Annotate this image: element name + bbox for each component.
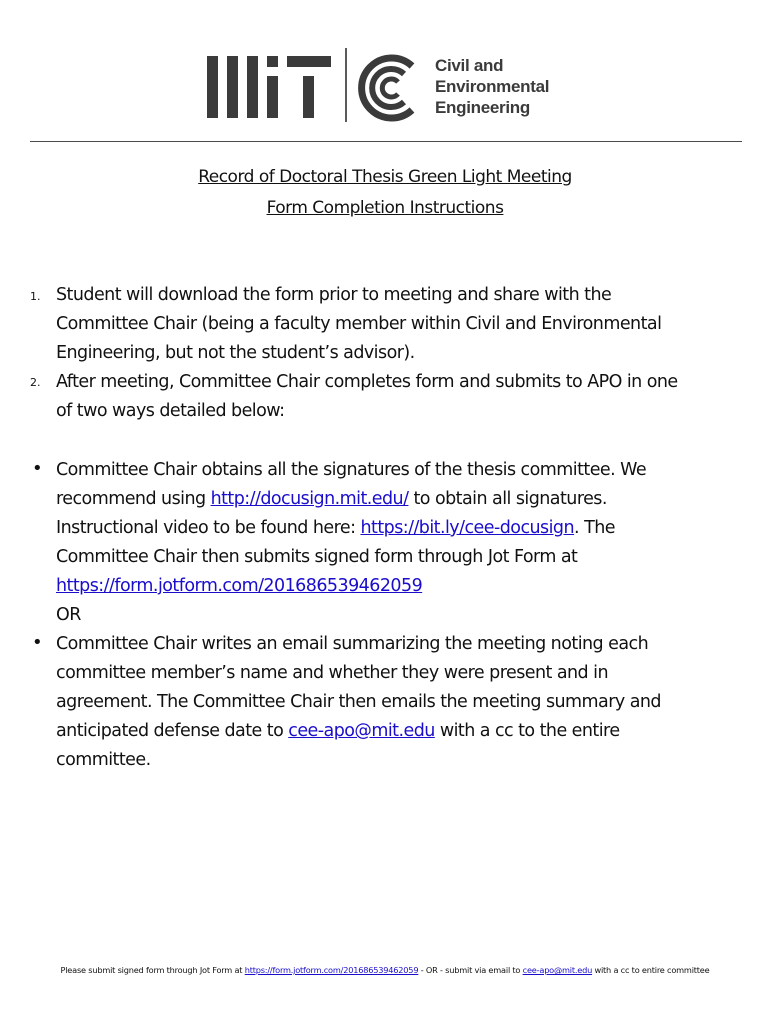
footer-text-3: with a cc to entire committee — [592, 965, 710, 975]
bullet-marker-1: • — [32, 458, 43, 479]
docusign-link[interactable]: http://docusign.mit.edu/ — [210, 489, 409, 509]
list-number-2: 2. — [30, 376, 41, 389]
numbered-item-2 — [56, 368, 746, 426]
bullet-1-line-2 — [56, 485, 746, 514]
bullet-item-2 — [56, 630, 746, 775]
bullet-2-line-1: Committee Chair writes an email summarizing the meeting noting each — [56, 634, 649, 654]
bullet-2-line-5: committee. — [56, 750, 151, 770]
jotform-link[interactable]: https://form.jotform.com/201686539462059 — [56, 576, 423, 596]
item-1-line-1: Student will download the form prior to meeting and share with the — [56, 285, 612, 305]
video-link[interactable]: https://bit.ly/cee-docusign — [360, 518, 575, 538]
bullet-marker-2: • — [32, 632, 43, 653]
department-line-3: Engineering — [435, 98, 530, 117]
list-number-1: 1. — [30, 290, 41, 303]
mit-logo — [207, 56, 331, 118]
page-subtitle: Form Completion Instructions — [266, 198, 504, 218]
department-line-1: Civil and — [435, 56, 504, 75]
bullet-2-line-2: committee member’s name and whether they were present and in — [56, 663, 608, 683]
footer-text-1: Please submit signed form through Jot Form at — [60, 965, 245, 975]
bullet-1-line-3 — [56, 514, 746, 543]
email-link[interactable]: cee-apo@mit.edu — [288, 721, 435, 741]
or-separator: OR — [56, 605, 81, 625]
bullet-item-1 — [56, 456, 746, 630]
item-2-line-1: After meeting, Committee Chair completes form and submits to APO in one — [56, 372, 678, 392]
footer-text-2: - OR - submit via email to — [418, 965, 523, 975]
cee-logo-icon — [354, 52, 426, 124]
logo-divider — [345, 48, 347, 122]
bullet-1-line-3-tail: . The — [574, 518, 615, 538]
page-title: Record of Doctoral Thesis Green Light Meeting — [198, 167, 572, 187]
bullet-1-line-5 — [56, 572, 746, 601]
bullet-1-line-2-tail: to obtain all signatures. — [408, 489, 607, 509]
bullet-1-line-4: Committee Chair then submits signed form through Jot Form at — [56, 547, 578, 567]
item-1-line-3: Engineering, but not the student’s advisor). — [56, 343, 415, 363]
footer-jotform-link[interactable]: https://form.jotform.com/201686539462059 — [244, 965, 419, 975]
department-line-2: Environmental — [435, 77, 550, 96]
department-name — [435, 55, 549, 118]
bullet-1-line-1: Committee Chair obtains all the signatures of the thesis committee. We — [56, 460, 647, 480]
item-2-line-2: of two ways detailed below: — [56, 401, 285, 421]
bullet-2-line-3: agreement. The Committee Chair then emails the meeting summary and — [56, 692, 661, 712]
bullet-1-line-3-text: Instructional video to be found here: — [56, 518, 361, 538]
header-divider — [30, 141, 742, 142]
bullet-2-line-4-tail: with a cc to the entire — [434, 721, 620, 741]
page-header — [0, 0, 770, 140]
bullet-1-line-2-text: recommend using — [56, 489, 211, 509]
bullet-2-line-4-text: anticipated defense date to — [56, 721, 289, 741]
footer-email-link[interactable]: cee-apo@mit.edu — [522, 965, 593, 975]
item-1-line-2: Committee Chair (being a faculty member within Civil and Environmental — [56, 314, 662, 334]
bullet-2-line-4 — [56, 717, 746, 746]
numbered-item-1 — [56, 281, 746, 368]
page-footer — [0, 965, 770, 975]
